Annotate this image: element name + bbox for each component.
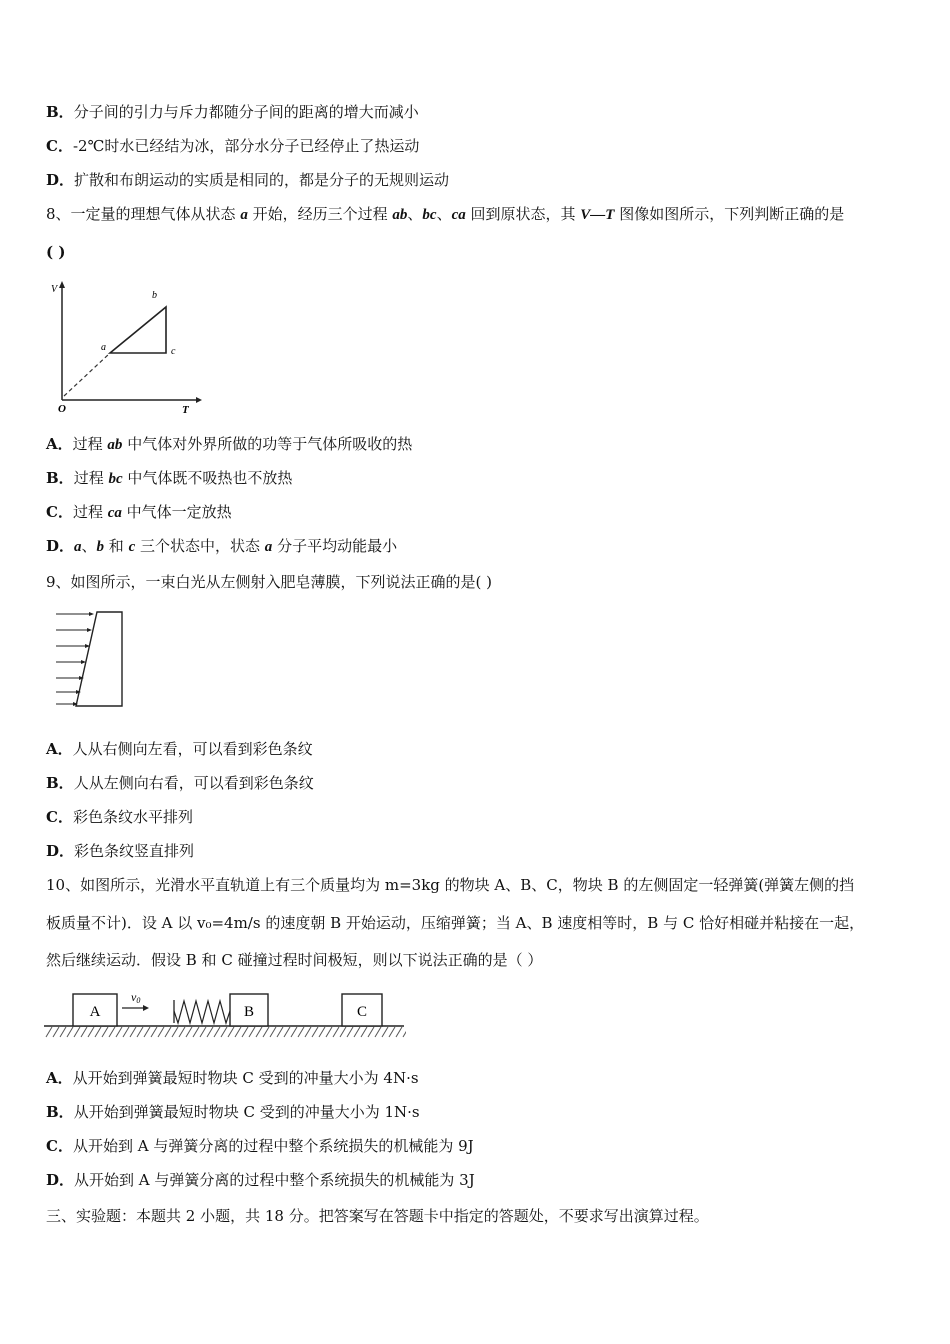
var-ab: ab (392, 207, 408, 223)
stem-text: 开始，经历三个过程 (247, 205, 393, 223)
option-text: 从开始到弹簧最短时物块 C 受到的冲量大小为 1N·s (73, 1103, 420, 1121)
origin-label: O (58, 403, 66, 414)
var-ca: ca (451, 207, 466, 223)
option-letter: D． (46, 1171, 75, 1189)
option-var: c (128, 539, 136, 555)
option-letter: A． (46, 1069, 73, 1087)
option-letter: C． (46, 137, 73, 155)
hatch-line (270, 1027, 276, 1037)
hatch-line (109, 1027, 115, 1037)
arrow-right-icon (87, 628, 92, 632)
hatch-line (172, 1027, 178, 1037)
hatch-line (137, 1027, 143, 1037)
q10-option-b (46, 1101, 420, 1123)
q8-stem (46, 203, 844, 226)
hatch-line (263, 1027, 269, 1037)
q8-option-d (46, 535, 397, 558)
option-var: a (264, 539, 273, 555)
option-text: 过程 (72, 503, 108, 521)
option-text: 过程 (72, 435, 108, 453)
vt-graph (46, 274, 206, 414)
hatch-line (60, 1027, 66, 1037)
q7-option-c (46, 135, 419, 157)
block-b-label: B (243, 1004, 255, 1020)
hatch-line (221, 1027, 227, 1037)
q10-option-c (46, 1135, 474, 1157)
hatch-line (249, 1027, 255, 1037)
option-letter: B． (46, 469, 74, 487)
option-letter: C． (46, 808, 73, 826)
stem-text: 回到原状态，其 (465, 205, 581, 223)
hatch-line (389, 1027, 395, 1037)
hatch-line (214, 1027, 220, 1037)
point-a-label: a (101, 342, 106, 353)
option-letter: D． (46, 842, 75, 860)
q10-stem-line-3: 然后继续运动．假设 B 和 C 碰撞过程时间极短，则以下说法正确的是（ ） (46, 951, 543, 969)
option-text: 三个状态中，状态 (135, 537, 265, 555)
hatch-line (130, 1027, 136, 1037)
option-text: 中气体一定放热 (121, 503, 232, 521)
stem-text: 一定量的理想气体从状态 (70, 205, 241, 223)
section-3-heading: 三、实验题：本题共 2 小题，共 18 分。把答案写在答题卡中指定的答题处，不要求写出演算过程。 (46, 1207, 709, 1225)
hatch-line (81, 1027, 87, 1037)
hatch-line (277, 1027, 283, 1037)
hatch-line (207, 1027, 213, 1037)
hatch-line (347, 1027, 353, 1037)
hatch-line (242, 1027, 248, 1037)
v-axis-arrow-icon (59, 281, 65, 288)
option-letter: D． (46, 171, 75, 189)
velocity-subscript: 0 (136, 996, 141, 1005)
point-c-label: c (171, 346, 176, 357)
soap-film-figure (52, 604, 132, 714)
q9-option-c (46, 806, 193, 828)
option-text: 分子间的引力与斥力都随分子间的距离的增大而减小 (73, 103, 419, 121)
hatch-line (354, 1027, 360, 1037)
sep: 、 (407, 205, 423, 223)
option-text: 从开始到 A 与弹簧分离的过程中整个系统损失的机械能为 9J (72, 1137, 474, 1155)
q7-option-b (46, 101, 419, 123)
blocks-track-figure (44, 987, 406, 1043)
block-c-label: C (356, 1004, 368, 1020)
var-vt: V—T (580, 207, 615, 223)
option-var: ca (107, 505, 122, 521)
question-number: 10、 (46, 876, 81, 894)
v-axis-label: V (51, 284, 58, 295)
hatch-line (88, 1027, 94, 1037)
q8-option-a (46, 433, 412, 456)
option-text: 从开始到 A 与弹簧分离的过程中整个系统损失的机械能为 3J (74, 1171, 475, 1189)
hatch-line (319, 1027, 325, 1037)
option-letter: A． (46, 435, 73, 453)
var-a: a (240, 207, 248, 223)
q9-stem (46, 571, 492, 593)
option-letter: C． (46, 503, 73, 521)
option-text: 人从右侧向左看，可以看到彩色条纹 (72, 740, 313, 758)
stem-text: 图像如图所示，下列判断正确的是 (614, 205, 845, 223)
hatch-line (326, 1027, 332, 1037)
hatch-line (382, 1027, 388, 1037)
var-bc: bc (422, 207, 437, 223)
sep: 、 (436, 205, 452, 223)
option-letter: A． (46, 740, 73, 758)
track-hatching (46, 1027, 406, 1037)
hatch-line (312, 1027, 318, 1037)
hatch-line (284, 1027, 290, 1037)
option-letter: B． (46, 774, 74, 792)
hatch-line (340, 1027, 346, 1037)
stem-text: 如图所示，一束白光从左侧射入肥皂薄膜，下列说法正确的是( ) (70, 573, 493, 591)
option-text: -2℃时水已经结为冰，部分水分子已经停止了热运动 (72, 137, 420, 155)
cycle-triangle (110, 307, 166, 353)
option-text: 彩色条纹竖直排列 (74, 842, 195, 860)
hatch-line (53, 1027, 59, 1037)
option-var: b (96, 539, 105, 555)
hatch-line (144, 1027, 150, 1037)
hatch-line (305, 1027, 311, 1037)
t-axis-arrow-icon (196, 397, 202, 403)
hatch-line (158, 1027, 164, 1037)
q9-option-d (46, 840, 194, 862)
spring (174, 1001, 230, 1023)
ray-arrowheads (73, 612, 94, 706)
hatch-line (165, 1027, 171, 1037)
hatch-line (193, 1027, 199, 1037)
hatch-line (368, 1027, 374, 1037)
question-number: 8、 (46, 205, 71, 223)
q8-answer-paren: ( ) (46, 243, 66, 261)
hatch-line (235, 1027, 241, 1037)
hatch-line (375, 1027, 381, 1037)
option-letter: C． (46, 1137, 73, 1155)
hatch-line (67, 1027, 73, 1037)
q7-option-d (46, 169, 449, 191)
option-text: 和 (104, 537, 129, 555)
question-number: 9、 (46, 573, 71, 591)
sep: 、 (81, 537, 97, 555)
q9-option-a (46, 738, 313, 760)
option-var: ab (107, 437, 123, 453)
q9-option-b (46, 772, 314, 794)
option-letter: B． (46, 1103, 74, 1121)
option-letter: D． (46, 537, 75, 555)
hatch-line (228, 1027, 234, 1037)
hatch-line (179, 1027, 185, 1037)
velocity-label (131, 990, 140, 1005)
hatch-line (74, 1027, 80, 1037)
hatch-line (403, 1027, 406, 1037)
arrow-right-icon (143, 1005, 149, 1011)
point-b-label: b (152, 290, 157, 301)
t-axis-label: T (182, 404, 189, 414)
option-text: 中气体既不吸热也不放热 (122, 469, 293, 487)
hatch-line (123, 1027, 129, 1037)
option-text: 过程 (73, 469, 109, 487)
q10-option-a (46, 1067, 419, 1089)
hatch-line (102, 1027, 108, 1037)
option-text: 中气体对外界所做的功等于气体所吸收的热 (122, 435, 413, 453)
hatch-line (291, 1027, 297, 1037)
option-text: 从开始到弹簧最短时物块 C 受到的冲量大小为 4N·s (72, 1069, 419, 1087)
extension-dashed-line (64, 353, 110, 396)
option-text: 人从左侧向右看，可以看到彩色条纹 (73, 774, 314, 792)
block-a-label: A (89, 1004, 101, 1020)
hatch-line (298, 1027, 304, 1037)
hatch-line (151, 1027, 157, 1037)
hatch-line (200, 1027, 206, 1037)
stem-text: 如图所示，光滑水平直轨道上有三个质量均为 m=3kg 的物块 A、B、C，物块 B 的左侧固定一轻弹簧(弹簧左侧的挡 (80, 876, 855, 894)
option-text: 彩色条纹水平排列 (72, 808, 193, 826)
hatch-line (333, 1027, 339, 1037)
hatch-line (46, 1027, 52, 1037)
option-var: a (74, 539, 82, 555)
soap-film-wedge (76, 612, 122, 706)
option-var: bc (108, 471, 123, 487)
option-text: 扩散和布朗运动的实质是相同的，都是分子的无规则运动 (74, 171, 450, 189)
q10-stem-line-1 (46, 874, 854, 896)
q10-option-d (46, 1169, 475, 1191)
option-letter: B． (46, 103, 74, 121)
hatch-line (116, 1027, 122, 1037)
arrow-right-icon (89, 612, 94, 616)
option-text: 分子平均动能最小 (272, 537, 398, 555)
q10-stem-line-2: 板质量不计)．设 A 以 v₀=4m/s 的速度朝 B 开始运动，压缩弹簧；当 A、B 速度相等时，B 与 C 恰好相碰并粘接在一起， (46, 914, 865, 932)
q8-option-b (46, 467, 292, 490)
hatch-line (396, 1027, 402, 1037)
q8-option-c (46, 501, 232, 524)
hatch-line (361, 1027, 367, 1037)
velocity-symbol: v (131, 990, 137, 1004)
hatch-line (186, 1027, 192, 1037)
hatch-line (256, 1027, 262, 1037)
hatch-line (95, 1027, 101, 1037)
